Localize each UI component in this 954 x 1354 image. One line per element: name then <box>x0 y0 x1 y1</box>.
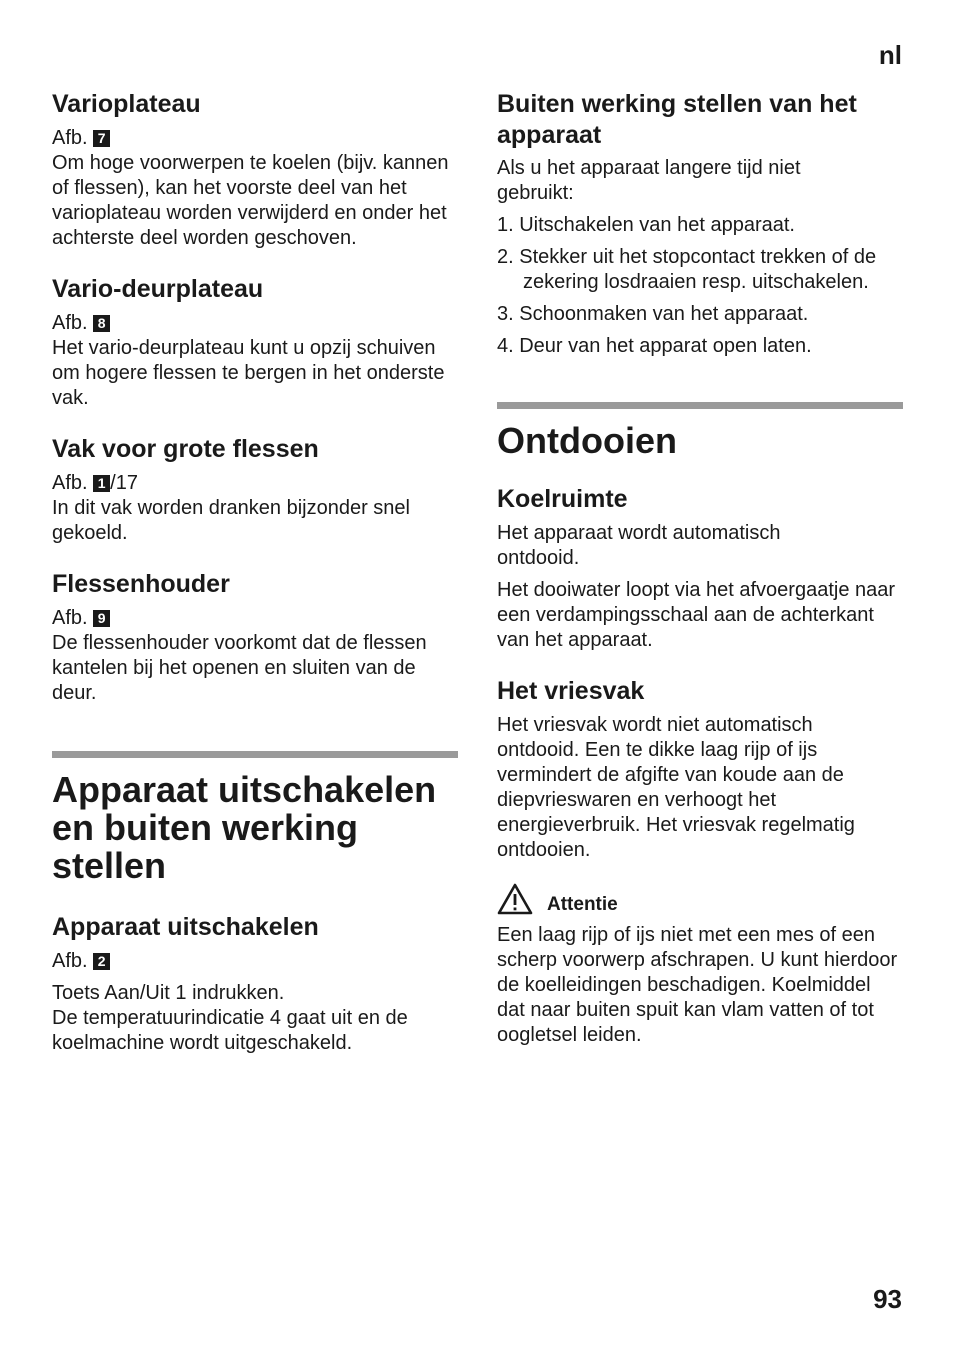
koelruimte-text-1: Het apparaat wordt automatisch ontdooid. <box>497 522 781 569</box>
varioplateau-heading: Varioplateau <box>52 90 201 118</box>
vario-deurplateau-text: Het vario-deurplateau kunt u opzij schuiven om hogere flessen te bergen in het onderste vak. <box>52 337 445 409</box>
buiten-werking-intro: Als u het apparaat langere tijd niet gebruikt: <box>497 157 801 204</box>
warning-icon <box>497 883 533 915</box>
vriesvak-section <box>497 676 903 1048</box>
koelruimte-heading: Koelruimte <box>497 485 628 513</box>
figure-reference <box>52 471 458 496</box>
figure-reference <box>52 311 458 336</box>
chapter-heading: Ontdooien <box>497 420 677 461</box>
figure-reference <box>52 126 458 151</box>
left-column <box>52 88 458 1056</box>
varioplateau-text: Om hoge voorwerpen te koelen (bijv. kannen of flessen), kan het voorste deel van het varioplateau worden verwijderd en onder het achterste deel worden geschoven. <box>52 152 449 249</box>
figure-number-badge: 1 <box>93 475 110 492</box>
vriesvak-heading: Het vriesvak <box>497 677 645 705</box>
figure-reference <box>52 949 458 974</box>
afb-label: Afb. <box>52 950 88 972</box>
list-item: 3. Schoonmaken van het apparaat. <box>497 303 809 325</box>
right-column <box>497 88 903 1048</box>
language-label: nl <box>878 40 902 70</box>
vario-deurplateau-section <box>52 274 458 411</box>
chapter-heading: Apparaat uitschakelen en buiten werking stellen <box>52 769 437 886</box>
warning-header <box>497 883 903 915</box>
vak-grote-flessen-heading: Vak voor grote flessen <box>52 435 319 463</box>
figure-reference <box>52 606 458 631</box>
apparaat-uitschakelen-section <box>52 912 458 1056</box>
list-item: 4. Deur van het apparat open laten. <box>497 335 812 357</box>
figure-number-badge: 8 <box>93 315 110 332</box>
afb-label: Afb. <box>52 472 88 494</box>
koelruimte-text-2: Het dooiwater loopt via het afvoergaatje naar een verdampingsschaal aan de achterkant van het apparaat. <box>497 579 896 651</box>
vario-deurplateau-heading: Vario-deurplateau <box>52 275 264 303</box>
vak-grote-flessen-section <box>52 434 458 546</box>
figure-suffix: /17 <box>110 472 138 494</box>
figure-number-badge: 2 <box>93 953 110 970</box>
vak-grote-flessen-text: In dit vak worden dranken bijzonder snel gekoeld. <box>52 497 410 544</box>
flessenhouder-section <box>52 569 458 706</box>
buiten-werking-section <box>497 89 903 359</box>
vriesvak-text: Het vriesvak wordt niet automatisch ontdooid. Een te dikke laag rijp of ijs vermindert de afgifte van koude aan de diepvrieswaren en verhoogt het energieverbruik. Het vriesvak regelmatig ontdooien. <box>497 714 855 861</box>
flessenhouder-heading: Flessenhouder <box>52 570 230 598</box>
page-number: 93 <box>873 1284 902 1314</box>
list-item: 2. Stekker uit het stopcontact trekken of de zekering losdraaien resp. uitschakelen. <box>497 246 877 293</box>
figure-number-badge: 7 <box>93 130 110 147</box>
buiten-werking-heading: Buiten werking stellen van het apparaat <box>497 90 857 149</box>
figure-number-badge: 9 <box>93 610 110 627</box>
chapter-divider <box>52 751 458 758</box>
koelruimte-section <box>497 484 903 653</box>
apparaat-uitschakelen-text-1: Toets Aan/Uit 1 indrukken. <box>52 982 285 1004</box>
afb-label: Afb. <box>52 127 88 149</box>
apparaat-uitschakelen-text-2: De temperatuurindicatie 4 gaat uit en de koelmachine wordt uitgeschakeld. <box>52 1007 408 1054</box>
afb-label: Afb. <box>52 607 88 629</box>
chapter-divider <box>497 402 903 409</box>
buiten-werking-steps <box>497 213 897 359</box>
afb-label: Afb. <box>52 312 88 334</box>
warning-label: Attentie <box>547 894 618 915</box>
list-item: 1. Uitschakelen van het apparaat. <box>497 214 795 236</box>
apparaat-uitschakelen-heading: Apparaat uitschakelen <box>52 913 319 941</box>
varioplateau-section <box>52 89 458 251</box>
flessenhouder-text: De flessenhouder voorkomt dat de flessen kantelen bij het openen en sluiten van de deur. <box>52 632 427 704</box>
warning-text: Een laag rijp of ijs niet met een mes of een scherp voorwerp afschrapen. U kunt hierdoor de koelleidingen beschadigen. Koelmiddel dat naar buiten spuit kan vlam vatten of tot oogletsel leiden. <box>497 924 898 1046</box>
